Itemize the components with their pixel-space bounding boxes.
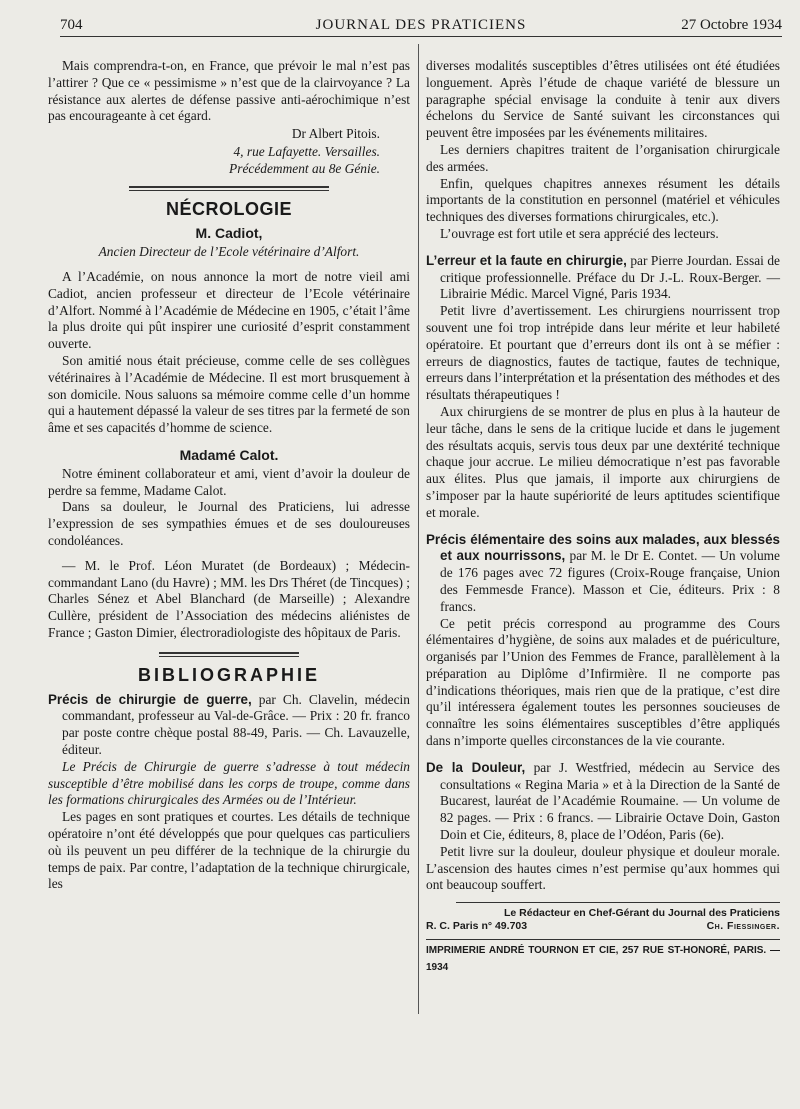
guerre-paragraph-4: Enfin, quelques chapitres annexes résument les détails importants de la constitution en personnel (matériel et véhicules techniques des diverses formations chirurgicales, etc.). [426,175,780,225]
section-rule [159,652,299,657]
left-column [48,58,410,893]
guerre-paragraph-1: Le Précis de Chirurgie de guerre s’adresse à tout médecin susceptible d’être mobilisé dans les corps de troupe, comme dans les formations chirurgicales des Armées ou de l’Intérieur. [48,758,410,808]
book-entry-douleur [426,760,780,894]
signature-previous: Précédemment au 8e Génie. [229,161,380,177]
douleur-paragraph-1: Petit livre sur la douleur, douleur physique et douleur morale. L’ascension des hautes cimes n’est permise qu’aux hommes qui ont beaucoup souffert. [426,843,780,893]
book-entry-soins [426,532,780,750]
book-title-guerre: Précis de chirurgie de guerre, [48,691,252,707]
book-entry-erreur [426,253,780,522]
book-title-douleur: De la Douleur, [426,759,526,775]
book-title-soins: Précis élémentaire des soins aux malades, aux blessés et aux nourrissons, [426,531,780,564]
erreur-paragraph-1: Petit livre d’avertissement. Les chirurgiens nourrissent trop souvent une foi trop intrépide dans leur mérite et leur habileté opératoire. Et pourtant que d’erreurs dont ils ont à se méfier : erreurs de diagnostics, fautes de tactique, fautes de technique, erreurs dans l’interprétation et la présentation des méthodes et des résultats thérapeutiques ! [426,303,780,403]
footer-redacteur-block [426,907,780,933]
calot-paragraph-2: Dans sa douleur, le Journal des Praticiens, lui adresse l’expression de ses sympathies émues et de ses douloureuses condoléances. [48,499,410,549]
page-header [60,14,782,37]
bibliographie-title: BIBLIOGRAPHIE [137,664,320,685]
book-author-guerre: par Ch. Clavelin, médecin commandant, professeur au Val-de-Grâce. — Prix : 20 fr. franco par poste contre chèque postal 88-49, Paris. — Ch. Lavauzelle, éditeur. [62,691,410,757]
calot-name: Madamé Calot. [179,447,279,464]
signature-name: Dr Albert Pitois. [291,126,380,142]
calot-paragraph-1: Notre éminent collaborateur et ami, vient d’avoir la douleur de perdre sa femme, Madame Calot. [48,465,410,498]
footer-redacteur: Le Rédacteur en Chef-Gérant du Journal des Praticiens [504,907,780,920]
signature-block [48,125,410,178]
journal-title: JOURNAL DES PRATICIENS [315,17,527,33]
footer-editor-name: Ch. Fiessinger. [706,920,780,933]
deaths-paragraph: — M. le Prof. Léon Muratet (de Bordeaux) ; Médecin-commandant Lano (du Havre) ; MM. les Drs Théret (de Tincques) ; Charles Sénez et Abel Blanchard (de Marseille) ; Alexandre Cullère, président de l’Association des médecins aliénistes de France ; Gaston Dimier, électroradiologiste des hôpitaux de Paris. [48,557,410,641]
erreur-paragraph-2: Aux chirurgiens de se montrer de plus en plus à la hauteur de leur tâche, dans le sens de la critique lucide et dans le jugement des résultats acquis, servis tous deux par une dextérité technique chaque jour accrue. Le milieu démocratique n’est pas favorable aux élites. Plus que jamais, il importe aux chirurgiens de s’imposer par la haute supériorité de leurs aptitudes scientifique et morale. [426,403,780,520]
page-number: 704 [60,17,83,33]
cadiot-subtitle: Ancien Directeur de l’Ecole vétérinaire d’Alfort. [98,244,360,260]
book-author-erreur: par Pierre Jourdan. Essai de critique professionnelle. Préface du Dr J.-L. Roux-Berger. — Librairie Médic. Marcel Vigné, Paris 1934. [440,252,780,302]
soins-paragraph-1: Ce petit précis correspond au programme des Cours élémentaires d’hygiène, de soins aux malades et de puériculture, organisés par l’Union des Femmes de France, parallèlement à la préparation au Diplôme d’Infirmière. Il ne comporte pas d’indications théoriques, mais rien que de la pratique, c’est dire qu’il intéressera également toutes les personnes soucieuses de connaître les soins élémentaires susceptibles d’être appliqués dans n’importe quelles circonstances de la vie courante. [426,615,780,749]
right-column [426,58,780,977]
book-entry-guerre [48,692,410,894]
guerre-continued: diverses modalités susceptibles d’êtres utilisées ont été étudiées longuement. Après l’étude de chaque variété de blessure un paragraphe spécial envisage la conduite à tenir aux divers échelons du Service de Santé suivant les circonstances qui peuvent être imposées par les événements militaires. [426,58,780,141]
intro-paragraph: Mais comprendra-t-on, en France, que prévoir le mal n’est pas l’attirer ? Que ce « pessimisme » n’est que de la clairvoyance ? La résistance aux alertes de défense passive anti-aérochimique n’est pas encourageante à cet égard. [48,58,410,124]
book-author-soins: par M. le Dr E. Contet. — Un volume de 176 pages avec 72 figures (Croix-Rouge française, Union des Femmesde France). Masson et Cie, éditeurs. Prix : 8 francs. [440,548,780,614]
printer-imprint: IMPRIMERIE ANDRÉ TOURNON ET CIE, 257 RUE ST-HONORÉ, PARIS. — 1934 [426,939,780,977]
cadiot-paragraph-2: Son amitié nous était précieuse, comme celle de ses collègues vétérinaires à l’Académie de Médecine. Il est mort brusquement à son domicile. Nous saluons sa mémoire comme celle d’un homme qui a hautement dépassé la valeur de ses titres par la fermeté de son âme et ses capacités d’homme de science. [48,353,410,436]
guerre-paragraph-5: L’ouvrage est fort utile et sera apprécié des lecteurs. [440,225,719,241]
column-divider [418,44,419,1014]
book-author-douleur: par J. Westfried, médecin au Service des consultations « Regina Maria » et à la Direction de la Santé de Bucarest, lauréat de l’Académie Roumaine. — Un volume de 82 pages. — Prix : 6 francs. — Librairie Octave Doin, Gaston Doin et Cie, éditeurs, 8, place de l’Odéon, Paris (6e). [440,759,780,843]
necrologie-title: NÉCROLOGIE [165,198,292,219]
footer-rc: R. C. Paris n° 49.703 [426,920,528,933]
signature-address: 4, rue Lafayette. Versailles. [233,143,380,159]
footer-rule [456,902,780,903]
cadiot-name: M. Cadiot, [195,225,263,242]
guerre-paragraph-3: Les derniers chapitres traitent de l’organisation chirurgicale des armées. [426,141,780,174]
section-rule [129,186,329,191]
guerre-paragraph-2: Les pages en sont pratiques et courtes. Les détails de technique opératoire n’ont été développés que pour quelques cas particuliers où ils peuvent un peu différer de la technique de la chirurgie du temps de paix. Par contre, l’adaptation de la technique chirurgicale, les [48,809,410,892]
issue-date: 27 Octobre 1934 [681,17,782,33]
book-title-erreur: L’erreur et la faute en chirurgie, [426,252,627,268]
cadiot-paragraph-1: A l’Académie, on nous annonce la mort de notre vieil ami Cadiot, ancien professeur et directeur de l’Ecole vétérinaire d’Alfort. Nommé à l’Académie de Médecine en 1905, c’était l’âme la plus droite qui pût inspirer une curiosité d’esprit constamment ouverte. [48,269,410,352]
